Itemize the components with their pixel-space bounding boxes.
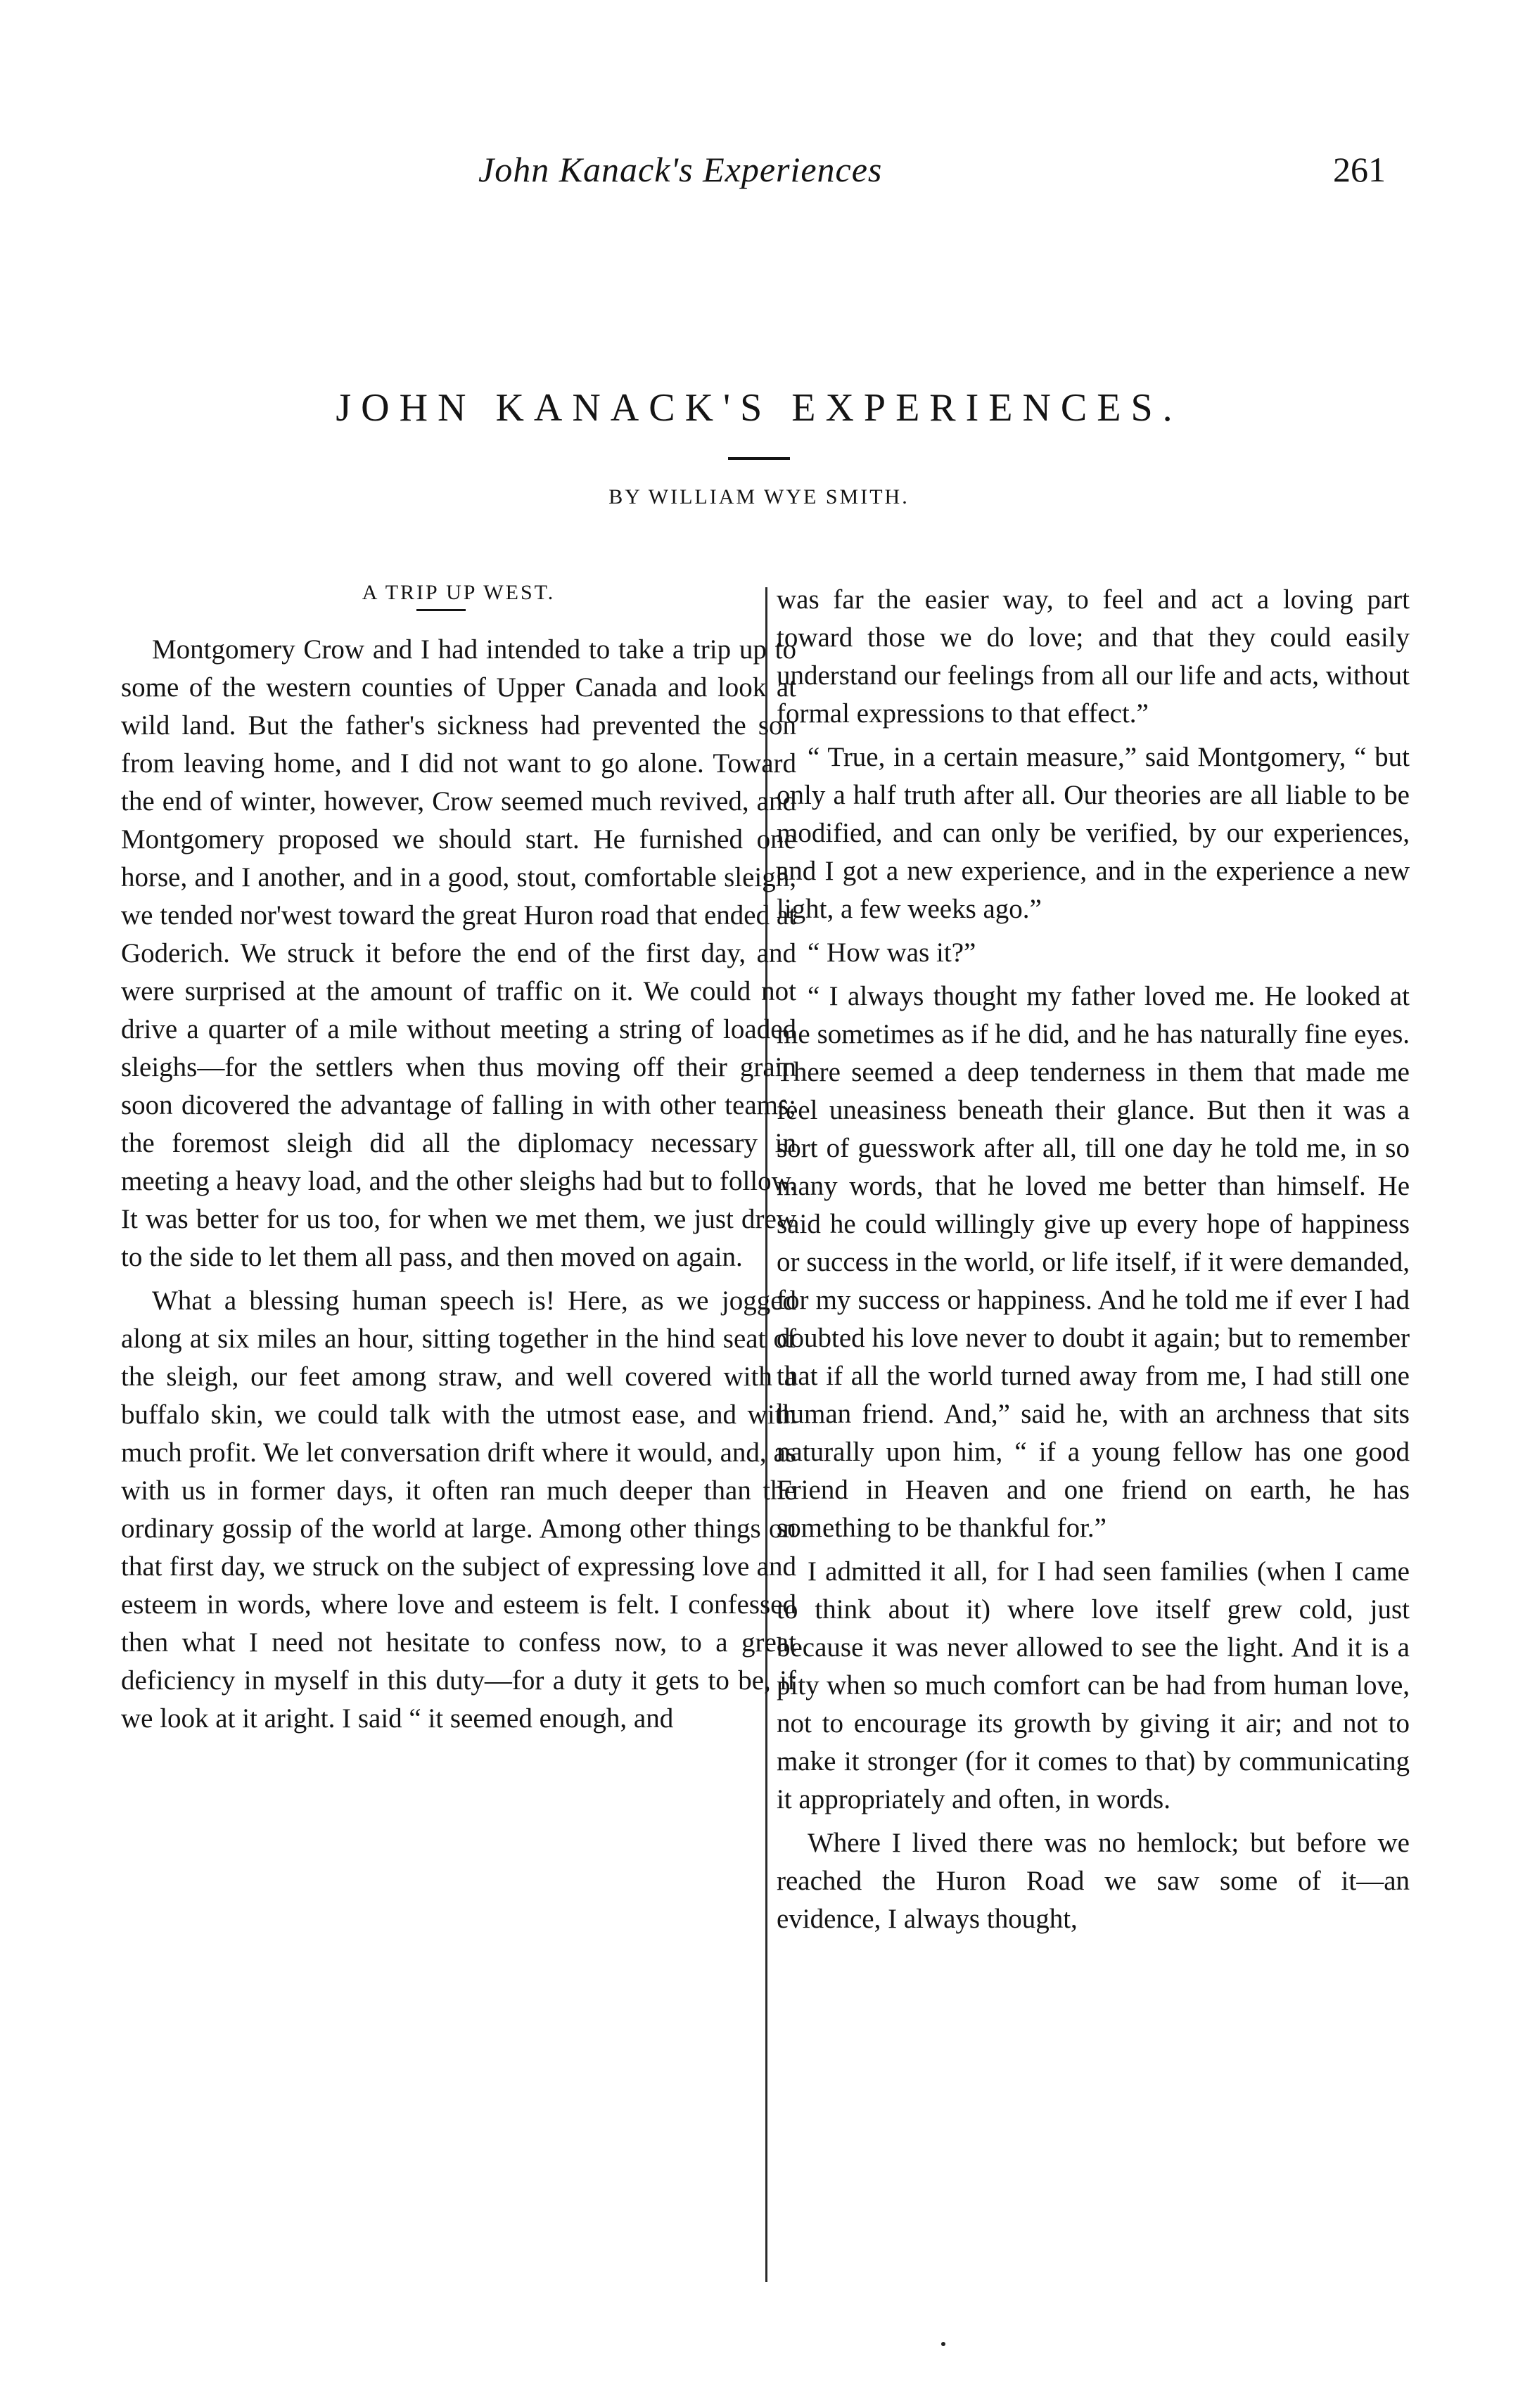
running-title: John Kanack's Experiences (478, 150, 883, 189)
running-header (0, 149, 1518, 205)
paragraph: “ True, in a certain measure,” said Montgomery, “ but only a half truth after all. Our theories are all liable to be modified, and can only be verified, by our experiences, and I got a new experience, and in the experience a new light, a few weeks ago.” (777, 742, 1410, 924)
page-number: 261 (1333, 150, 1386, 189)
paragraph: “ How was it?” (808, 937, 976, 968)
article-title: JOHN KANACK'S EXPERIENCES. (336, 386, 1182, 430)
section-heading: A TRIP UP WEST. (362, 581, 556, 604)
paragraph: What a blessing human speech is! Here, as we jogged along at six miles an hour, sitting together in the hind seat of the sleigh, our feet among straw, and well covered with a buffalo skin, we could talk with the utmost ease, and with much profit. We let conversation drift where it would, and, as with us in former days, it often ran much deeper than the ordinary gossip of the world at large. Among other things on that first day, we struck on the subject of expressing love and esteem in words, where love and esteem is felt. I confessed then what I need not hesitate to confess now, to a great deficiency in myself in this duty—for a duty it gets to be, if we look at it aright. I said “ it seemed enough, and (121, 1286, 796, 1734)
paragraph: I admitted it all, for I had seen families (when I came to think about it) where love itself grew cold, just because it was never allowed to see the light. And it is a pity when so much comfort can be had from human love, not to encourage its growth by giving it air; and not to make it stronger (for it comes to that) by communicating it appropriately and often, in words. (777, 1556, 1410, 1814)
paragraph: “ I always thought my father loved me. He looked at me sometimes as if he did, and he has naturally fine eyes. There seemed a deep tenderness in them that made me feel uneasiness beneath their glance. But then it was a sort of guesswork after all, till one day he told me, in so many words, that he loved me better than himself. He said he could willingly give up every hope of happiness or success in the world, or life itself, if it were demanded, for my success or happiness. And he told me if ever I had doubted his love never to doubt it again; but to remember that if all the world turned away from me, I had still one human friend. And,” said he, with an archness that sits naturally upon him, “ if a young fellow has one good Friend in Heaven and one friend on earth, he has something to be thankful for.” (777, 981, 1410, 1543)
printer-mark (941, 2342, 945, 2346)
section-rule (416, 609, 466, 611)
left-column (121, 581, 796, 1738)
title-rule (728, 457, 790, 460)
byline: BY WILLIAM WYE SMITH. (608, 485, 910, 508)
paragraph: Where I lived there was no hemlock; but before we reached the Huron Road we saw some of it—an evidence, I always thought, (777, 1828, 1410, 1934)
paragraph: Montgomery Crow and I had intended to take a trip up to some of the western counties of Upper Canada and look at wild land. But the father's sickness had prevented the son from leaving home, and I did not want to go alone. Toward the end of winter, however, Crow seemed much revived, and Montgomery proposed we should start. He furnished one horse, and I another, and in a good, stout, comfortable sleigh, we tended nor'west toward the great Huron road that ended at Goderich. We struck it before the end of the first day, and were surprised at the amount of traffic on it. We could not drive a quarter of a mile without meeting a string of loaded sleighs—for the settlers when thus moving off their grain soon dicovered the advantage of falling in with other teams; the foremost sleigh did all the diplomacy necessary in meeting a heavy load, and the other sleighs had but to follow. It was better for us too, for when we met them, we just drew to the side to let them all pass, and then moved on again. (121, 634, 797, 1272)
right-column (777, 581, 1410, 1938)
paragraph: was far the easier way, to feel and act a loving part toward those we do love; and that they could easily understand our feelings from all our life and acts, without formal expressions to that effect.” (777, 584, 1410, 729)
